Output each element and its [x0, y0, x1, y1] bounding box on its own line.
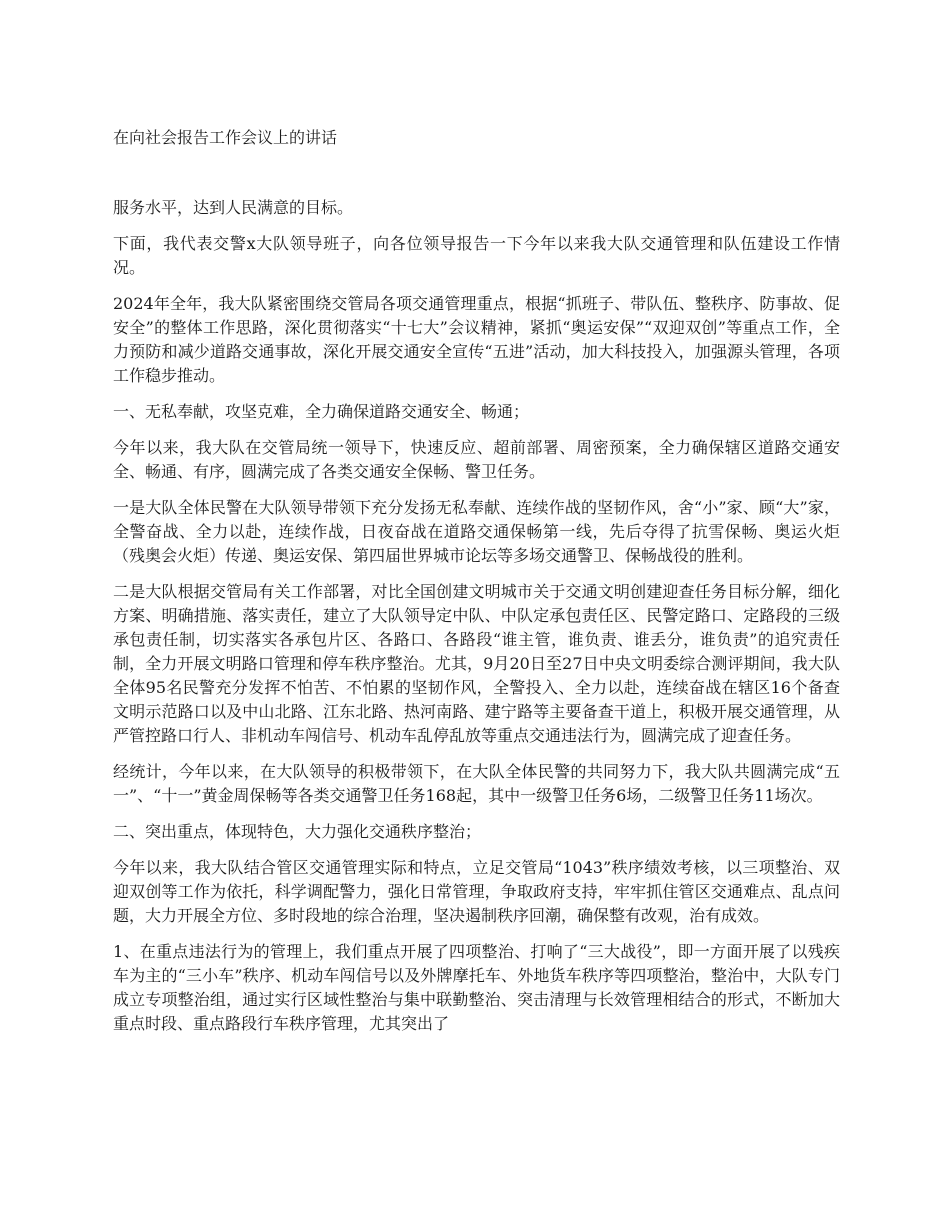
- paragraph-1: 服务水平，达到人民满意的目标。: [113, 198, 354, 217]
- section-heading-1: 一、无私奉献，攻坚克难，全力确保道路交通安全、畅通；: [113, 402, 530, 421]
- paragraph-5: 今年以来，我大队在交管局统一领导下，快速反应、超前部署、周密预案，全力确保辖区道路交通安全、畅通、有序，圆满完成了各类交通安全保畅、警卫任务。: [113, 438, 840, 481]
- paragraph-3: 2024年全年，我大队紧密围绕交管局各项交通管理重点，根据“抓班子、带队伍、整秩序、防事故、促安全”的整体工作思路，深化贯彻落实“十七大”会议精神，紧抓“奥运安保”“双迎双创”等重点工作，全力预防和减少道路交通事故，深化开展交通安全宣传“五进”活动，加大科技投入，加强源头管理，各项工作稳步推动。: [113, 294, 840, 385]
- paragraph-7: 二是大队根据交管局有关工作部署，对比全国创建文明城市关于交通文明创建迎查任务目标分解，细化方案、明确措施、落实责任，建立了大队领导定中队、中队定承包责任区、民警定路口、定路段的三级承包责任制，切实落实各承包片区、各路口、各路段“谁主管，谁负责、谁丢分，谁负责”的追究责任制，全力开展文明路口管理和停车秩序整治。尤其，9月20日至27日中央文明委综合测评期间，我大队全体95名民警充分发挥不怕苦、不怕累的坚韧作风，全警投入、全力以赴，连续奋战在辖区16个备查文明示范路口以及中山北路、江东北路、热河南路、建宁路等主要备查干道上，积极开展交通管理，从严管控路口行人、非机动车闯信号、机动车乱停乱放等重点交通违法行为，圆满完成了迎查任务。: [113, 582, 840, 745]
- paragraph-8: 经统计，今年以来，在大队领导的积极带领下，在大队全体民警的共同努力下，我大队共圆满完成“五一”、“十一”黄金周保畅等各类交通警卫任务168起，其中一级警卫任务6场，二级警卫任务11场次。: [113, 762, 840, 805]
- paragraph-6: 一是大队全体民警在大队领导带领下充分发扬无私奉献、连续作战的坚韧作风，舍“小”家、顾“大”家，全警奋战、全力以赴，连续作战，日夜奋战在道路交通保畅第一线，先后夺得了抗雪保畅、奥运火炬（残奥会火炬）传递、奥运安保、第四届世界城市论坛等多场交通警卫、保畅战役的胜利。: [113, 498, 840, 565]
- paragraph-11: 1、在重点违法行为的管理上，我们重点开展了四项整治、打响了“三大战役”，即一方面开展了以残疾车为主的“三小车”秩序、机动车闯信号以及外牌摩托车、外地货车秩序等四项整治，整治中，大队专门成立专项整治组，通过实行区域性整治与集中联勤整治、突击清理与长效管理相结合的形式，不断加大重点时段、重点路段行车秩序管理，尤其突出了: [113, 942, 840, 1033]
- paragraph-10: 今年以来，我大队结合管区交通管理实际和特点，立足交管局“1043”秩序绩效考核，以三项整治、双迎双创等工作为依托，科学调配警力，强化日常管理，争取政府支持，牢牢抓住管区交通难点、乱点问题，大力开展全方位、多时段地的综合治理，坚决遏制秩序回潮，确保整有改观，治有成效。: [113, 858, 840, 925]
- paragraph-2: 下面，我代表交警x大队领导班子，向各位领导报告一下今年以来我大队交通管理和队伍建设工作情况。: [113, 234, 840, 277]
- document-body: [113, 196, 840, 1048]
- document-title: 在向社会报告工作会议上的讲话: [113, 128, 338, 147]
- section-heading-2: 二、突出重点，体现特色，大力强化交通秩序整治；: [113, 822, 482, 841]
